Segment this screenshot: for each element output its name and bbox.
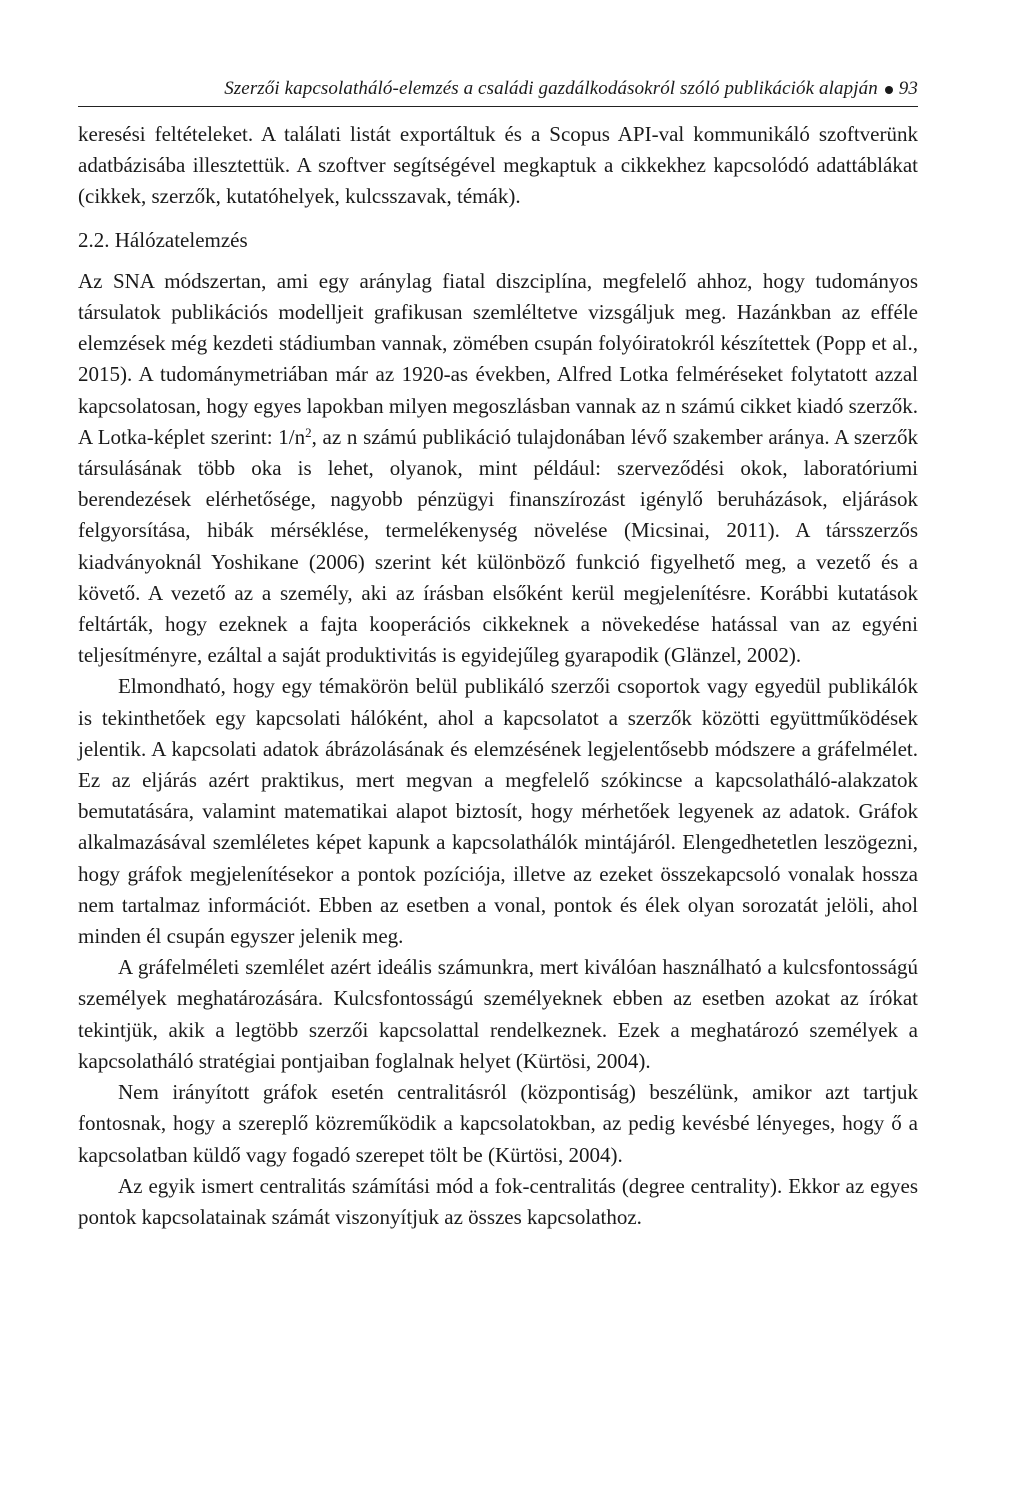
page bbox=[78, 78, 918, 1233]
bullet-separator-icon bbox=[885, 86, 893, 94]
paragraph: keresési feltételeket. A találati listát exportáltuk és a Scopus API-val kommunikáló szoftverünk adatbázisába illesztettük. A szoftver segítségével megkaptuk a cikkekhez kapcsolódó adattáblákat (cikkek, szerzők, kutatóhelyek, kulcsszavak, témák). bbox=[78, 122, 918, 209]
paragraph: Nem irányított gráfok esetén centralitásról (központiság) beszélünk, amikor azt tartjuk fontosnak, hogy a szereplő közreműködik a kapcsolatokban, az pedig kevésbé lényeges, hogy ő a kapcsolatban küldő vagy fogadó szerepet tölt be (Kürtösi, 2004). bbox=[78, 1080, 918, 1167]
running-title: Szerzői kapcsolatháló-elemzés a családi gazdálkodásokról szóló publikációk alapján bbox=[224, 78, 878, 99]
running-header bbox=[78, 78, 918, 107]
paragraph-text: Az SNA módszertan, ami egy aránylag fiatal diszciplína, megfelelő ahhoz, hogy tudományos társulatok publikációs modelljeit grafikusan szemléltetve vizsgáljuk meg. Hazánkban az efféle elemzések még kezdeti stádiumban vannak, zömében csupán folyóiratokról készítettek (Popp et al., 2015). A tudománymetriában már az 1920-as években, Alfred Lotka felméréseket folytatott azzal kapcsolatosan, hogy egyes lapokban milyen megoszlásban vannak az n számú cikket kiadó szerzők. A Lotka-képlet szerint: 1/n bbox=[78, 268, 918, 449]
paragraph: Elmondható, hogy egy témakörön belül publikáló szerzői csoportok vagy egyedül publikálók is tekinthetőek egy kapcsolati hálóként, ahol a kapcsolatot a szerzők közötti együttműködések jelentik. A kapcsolati adatok ábrázolásának és elemzésének legjelentősebb módszere a gráfelmélet. Ez az eljárás azért praktikus, mert megvan a megfelelő szókincse a kapcsolatháló-alakzatok bemutatására, valamint matematikai alapot biztosít, hogy mérhetőek legyenek az adatok. Gráfok alkalmazásával szemléletes képet kapunk a kapcsolathálók mintájáról. Elengedhetetlen leszögezni, hogy gráfok megjelenítésekor a pontok pozíciója, illetve az ezeket összekapcsoló vonalak hossza nem tartalmaz információt. Ebben az esetben a vonal, pontok és élek olyan sorozatát jelöli, ahol minden él csupán egyszer jelenik meg. bbox=[78, 674, 918, 949]
section-heading: 2.2. Hálózatelemzés bbox=[78, 227, 248, 252]
page-number: 93 bbox=[898, 78, 918, 99]
paragraph: Az egyik ismert centralitás számítási mód a fok-centralitás (degree centrality). Ekkor az egyes pontok kapcsolatainak számát viszonyítjuk az összes kapcsolathoz. bbox=[78, 1173, 918, 1229]
paragraph bbox=[78, 266, 918, 672]
superscript: 2 bbox=[305, 424, 312, 440]
body-text bbox=[78, 119, 918, 1233]
paragraph: A gráfelméleti szemlélet azért ideális számunkra, mert kiválóan használható a kulcsfontosságú személyek meghatározására. Kulcsfontosságú személyeknek ebben az esetben azokat az írókat tekintjük, akik a legtöbb szerzői kapcsolattal rendelkeznek. Ezek a meghatározó személyek a kapcsolatháló stratégiai pontjaiban foglalnak helyet (Kürtösi, 2004). bbox=[78, 955, 918, 1073]
paragraph-text: , az n számú publikáció tulajdonában lévő szakember aránya. A szerzők társulásának több oka is lehet, olyanok, mint például: szerveződési okok, laboratóriumi berendezések elérhetősége, nagyobb pénzügyi finanszírozást igénylő beruházások, eljárások felgyorsítása, hibák mérséklése, termelékenység növelése (Micsinai, 2011). A társszerzős kiadványoknál Yoshikane (2006) szerint két különböző funkció figyelhető meg, a vezető és a követő. A vezető az a személy, aki az írásban elsőként kerül megjelenítésre. Korábbi kutatások feltárták, hogy ezeknek a fajta kooperációs cikkeknek a növekedése hatással van az egyéni teljesítményre, ezáltal a saját produktivitás is egyidejűleg gyarapodik (Glänzel, 2002). bbox=[78, 424, 918, 668]
